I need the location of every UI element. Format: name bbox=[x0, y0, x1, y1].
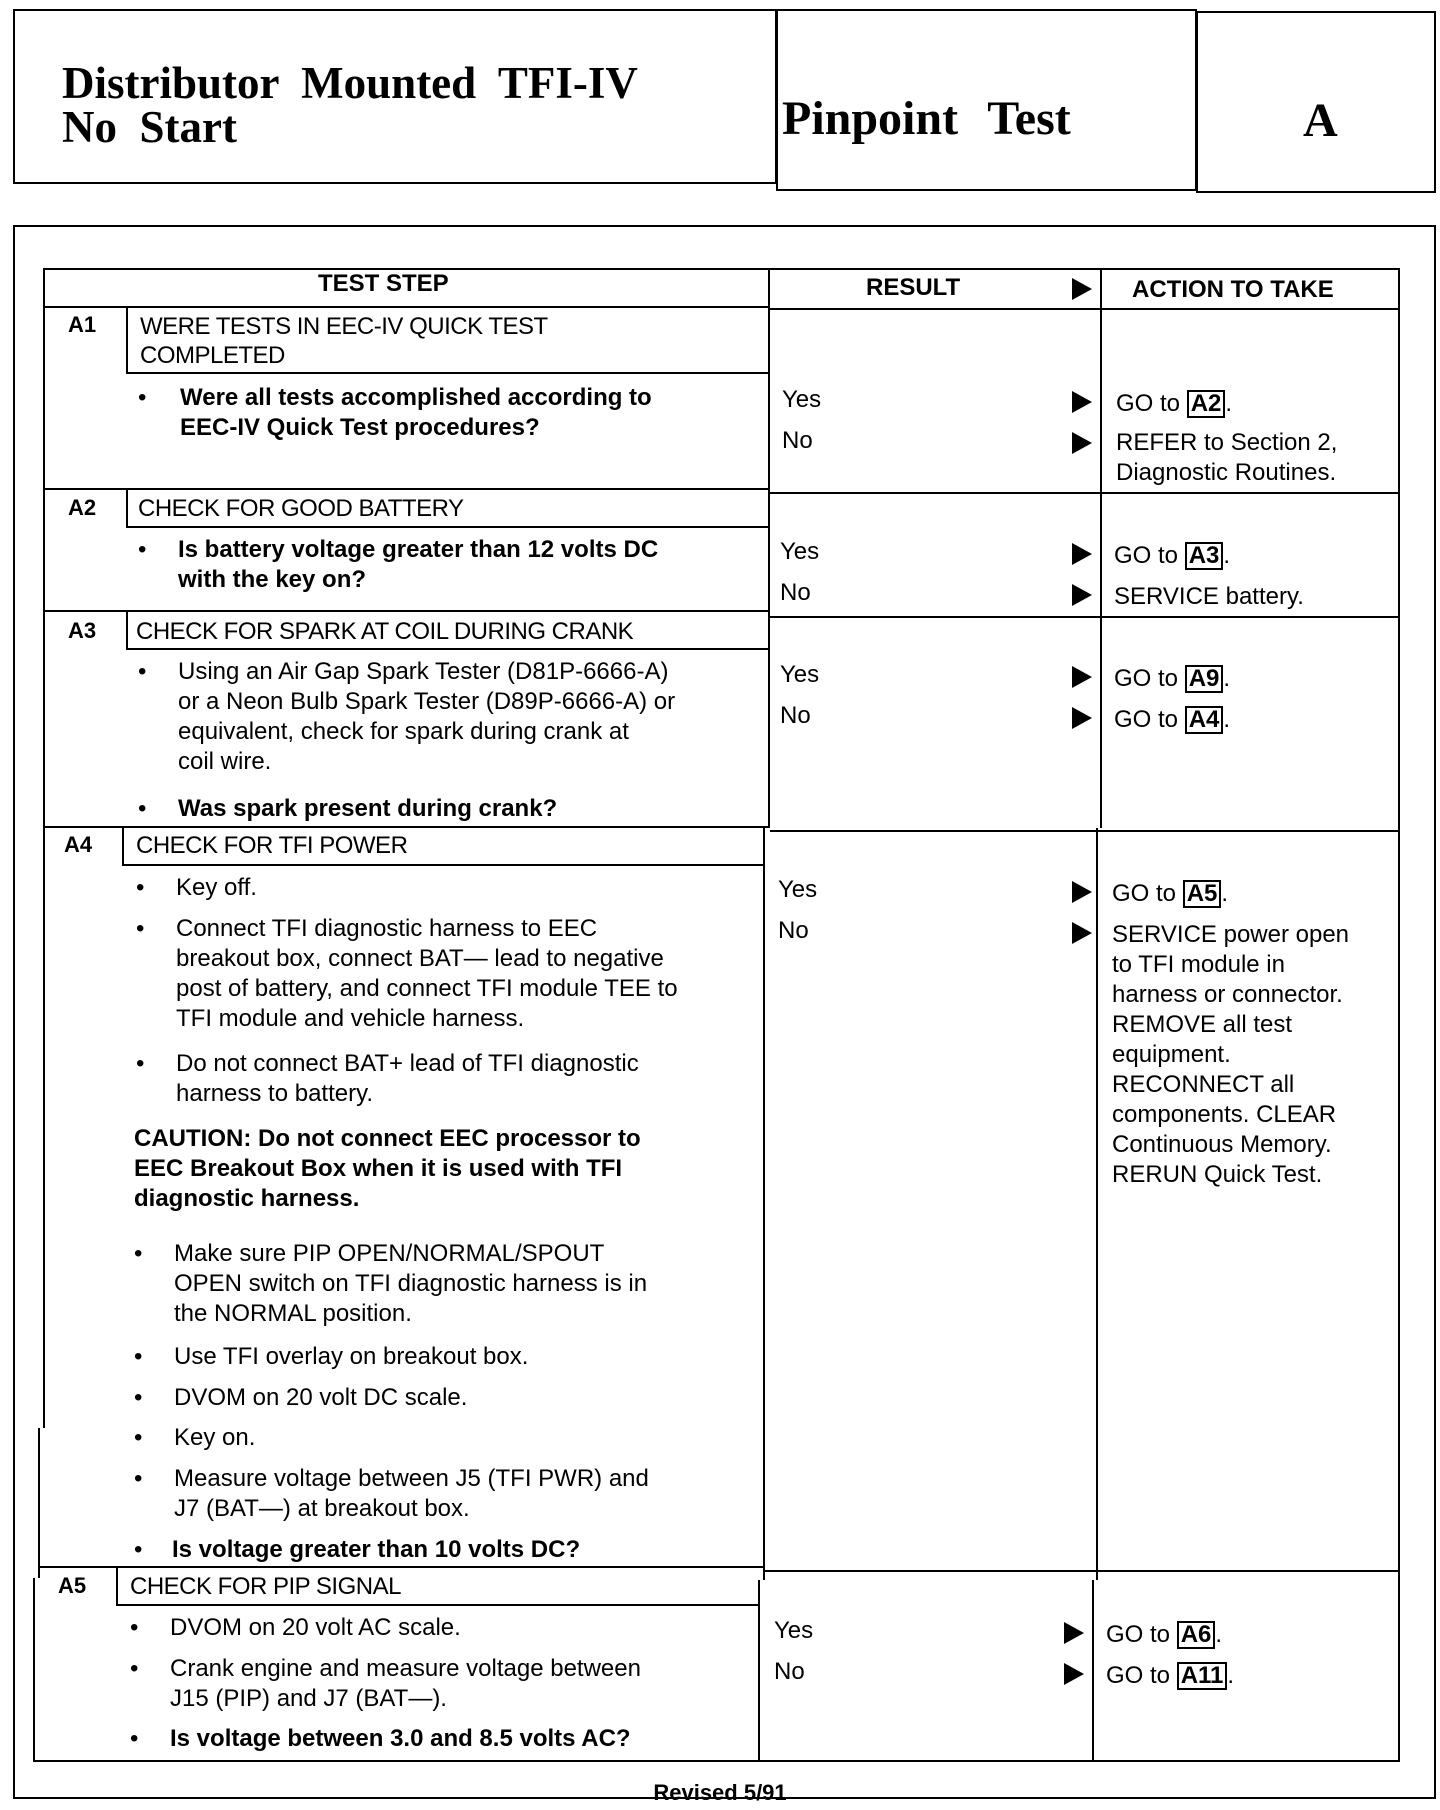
step-ref-box: A5 bbox=[1183, 880, 1222, 908]
action-text: REFER to Section 2, Diagnostic Routines. bbox=[1116, 429, 1338, 486]
header-arrow-icon bbox=[1072, 278, 1092, 300]
step-id: A3 bbox=[68, 618, 97, 643]
step-instruction: DVOM on 20 volt AC scale. bbox=[170, 1614, 461, 1641]
arrow-icon bbox=[1072, 922, 1092, 944]
caution-note: CAUTION: Do not connect EEC processor to EEC Breakout Box when it is used with TFI diagnostic harness. bbox=[134, 1125, 641, 1212]
result-no: No bbox=[774, 1658, 805, 1685]
step-instruction: Use TFI overlay on breakout box. bbox=[174, 1343, 529, 1370]
header-letter-box bbox=[1196, 11, 1436, 193]
step-id: A2 bbox=[68, 495, 97, 520]
result-yes: Yes bbox=[778, 876, 818, 903]
step-instruction: Make sure PIP OPEN/NORMAL/SPOUT OPEN switch on TFI diagnostic harness is in the NORMAL position. bbox=[174, 1240, 648, 1327]
step-title: CHECK FOR GOOD BATTERY bbox=[138, 495, 464, 522]
result-yes: Yes bbox=[774, 1617, 814, 1644]
bullet-icon: • bbox=[130, 1725, 139, 1752]
step-instruction: Key on. bbox=[174, 1424, 256, 1451]
action-text: GO to A9 . bbox=[1114, 665, 1231, 692]
action-text: SERVICE power open to TFI module in harness or connector. REMOVE all test equipment. RECONNECT all components. CLEAR Continuous Memory. RERUN Quick Test. bbox=[1112, 921, 1350, 1188]
step-instruction: Do not connect BAT+ lead of TFI diagnostic harness to battery. bbox=[176, 1050, 639, 1107]
arrow-icon bbox=[1072, 391, 1092, 413]
step-instruction: Measure voltage between J5 (TFI PWR) and J7 (BAT—) at breakout box. bbox=[174, 1465, 649, 1522]
column-header-result: RESULT bbox=[866, 274, 961, 301]
pinpoint-test-label: Pinpoint Test bbox=[782, 92, 1071, 145]
bullet-icon: • bbox=[134, 1343, 143, 1370]
bullet-icon: • bbox=[130, 1614, 139, 1641]
column-header-action: ACTION TO TAKE bbox=[1132, 276, 1334, 303]
arrow-icon bbox=[1072, 543, 1092, 565]
arrow-icon bbox=[1072, 881, 1092, 903]
bullet-icon: • bbox=[138, 384, 147, 411]
bullet-icon: • bbox=[134, 1536, 143, 1563]
column-header-test-step: TEST STEP bbox=[318, 270, 449, 297]
arrow-icon bbox=[1072, 707, 1092, 729]
step-ref-box: A9 bbox=[1185, 665, 1224, 693]
bullet-icon: • bbox=[134, 1465, 143, 1492]
bullet-icon: • bbox=[134, 1424, 143, 1451]
arrow-icon bbox=[1072, 584, 1092, 606]
result-yes: Yes bbox=[780, 538, 820, 565]
arrow-icon bbox=[1064, 1663, 1084, 1685]
result-yes: Yes bbox=[780, 661, 820, 688]
action-text: GO to A2 . bbox=[1116, 390, 1233, 417]
bullet-icon: • bbox=[134, 1240, 143, 1267]
action-text: SERVICE battery. bbox=[1114, 583, 1304, 610]
arrow-icon bbox=[1072, 666, 1092, 688]
step-ref-box: A3 bbox=[1185, 542, 1224, 570]
header-pinpoint-box bbox=[776, 9, 1197, 191]
action-text: GO to A11 . bbox=[1106, 1662, 1235, 1689]
step-title: WERE TESTS IN EEC-IV QUICK TEST COMPLETED bbox=[140, 313, 548, 369]
bullet-icon: • bbox=[136, 1050, 145, 1077]
step-id: A4 bbox=[64, 832, 93, 857]
step-instruction: Using an Air Gap Spark Tester (D81P-6666-A) or a Neon Bulb Spark Tester (D89P-6666-A) or equivalent, check for spark during crank at coil wire. bbox=[178, 658, 676, 775]
step-ref-box: A11 bbox=[1177, 1662, 1228, 1690]
step-instruction: Key off. bbox=[176, 874, 257, 901]
step-id: A5 bbox=[58, 1573, 87, 1598]
action-text: GO to A3 . bbox=[1114, 542, 1231, 569]
action-text: GO to A4 . bbox=[1114, 706, 1231, 733]
result-no: No bbox=[782, 427, 813, 454]
step-id: A1 bbox=[68, 312, 97, 337]
step-instruction: Crank engine and measure voltage between J15 (PIP) and J7 (BAT—). bbox=[170, 1655, 641, 1712]
bullet-icon: • bbox=[136, 874, 145, 901]
bullet-icon: • bbox=[138, 795, 147, 822]
result-no: No bbox=[778, 917, 809, 944]
step-instruction: Were all tests accomplished according to EEC-IV Quick Test procedures? bbox=[180, 384, 652, 441]
action-text: GO to A5 . bbox=[1112, 880, 1229, 907]
step-ref-box: A6 bbox=[1177, 1621, 1216, 1649]
document-title: Distributor Mounted TFI-IV No Start bbox=[62, 58, 638, 152]
step-title: CHECK FOR TFI POWER bbox=[136, 832, 408, 859]
step-question: Is voltage between 3.0 and 8.5 volts AC? bbox=[170, 1725, 631, 1752]
test-letter: A bbox=[1303, 94, 1338, 147]
step-instruction: DVOM on 20 volt DC scale. bbox=[174, 1384, 468, 1411]
bullet-icon: • bbox=[138, 536, 147, 563]
step-question: Was spark present during crank? bbox=[178, 795, 558, 822]
step-ref-box: A4 bbox=[1185, 706, 1224, 734]
result-yes: Yes bbox=[782, 386, 822, 413]
arrow-icon bbox=[1072, 432, 1092, 454]
result-no: No bbox=[780, 579, 811, 606]
step-instruction: Connect TFI diagnostic harness to EEC breakout box, connect BAT— lead to negative post of battery, and connect TFI module TEE to TFI module and vehicle harness. bbox=[176, 915, 678, 1032]
header-title-box bbox=[13, 9, 777, 184]
action-text: GO to A6 . bbox=[1106, 1621, 1223, 1648]
step-title: CHECK FOR SPARK AT COIL DURING CRANK bbox=[136, 618, 634, 645]
step-question: Is voltage greater than 10 volts DC? bbox=[172, 1536, 581, 1563]
step-instruction: Is battery voltage greater than 12 volts DC with the key on? bbox=[178, 536, 659, 593]
bullet-icon: • bbox=[130, 1655, 139, 1682]
step-title: CHECK FOR PIP SIGNAL bbox=[130, 1573, 401, 1600]
revision-footer: Revised 5/91 bbox=[653, 1780, 787, 1805]
bullet-icon: • bbox=[136, 915, 145, 942]
arrow-icon bbox=[1064, 1622, 1084, 1644]
result-no: No bbox=[780, 702, 811, 729]
bullet-icon: • bbox=[138, 658, 147, 685]
bullet-icon: • bbox=[134, 1384, 143, 1411]
step-ref-box: A2 bbox=[1187, 390, 1226, 418]
